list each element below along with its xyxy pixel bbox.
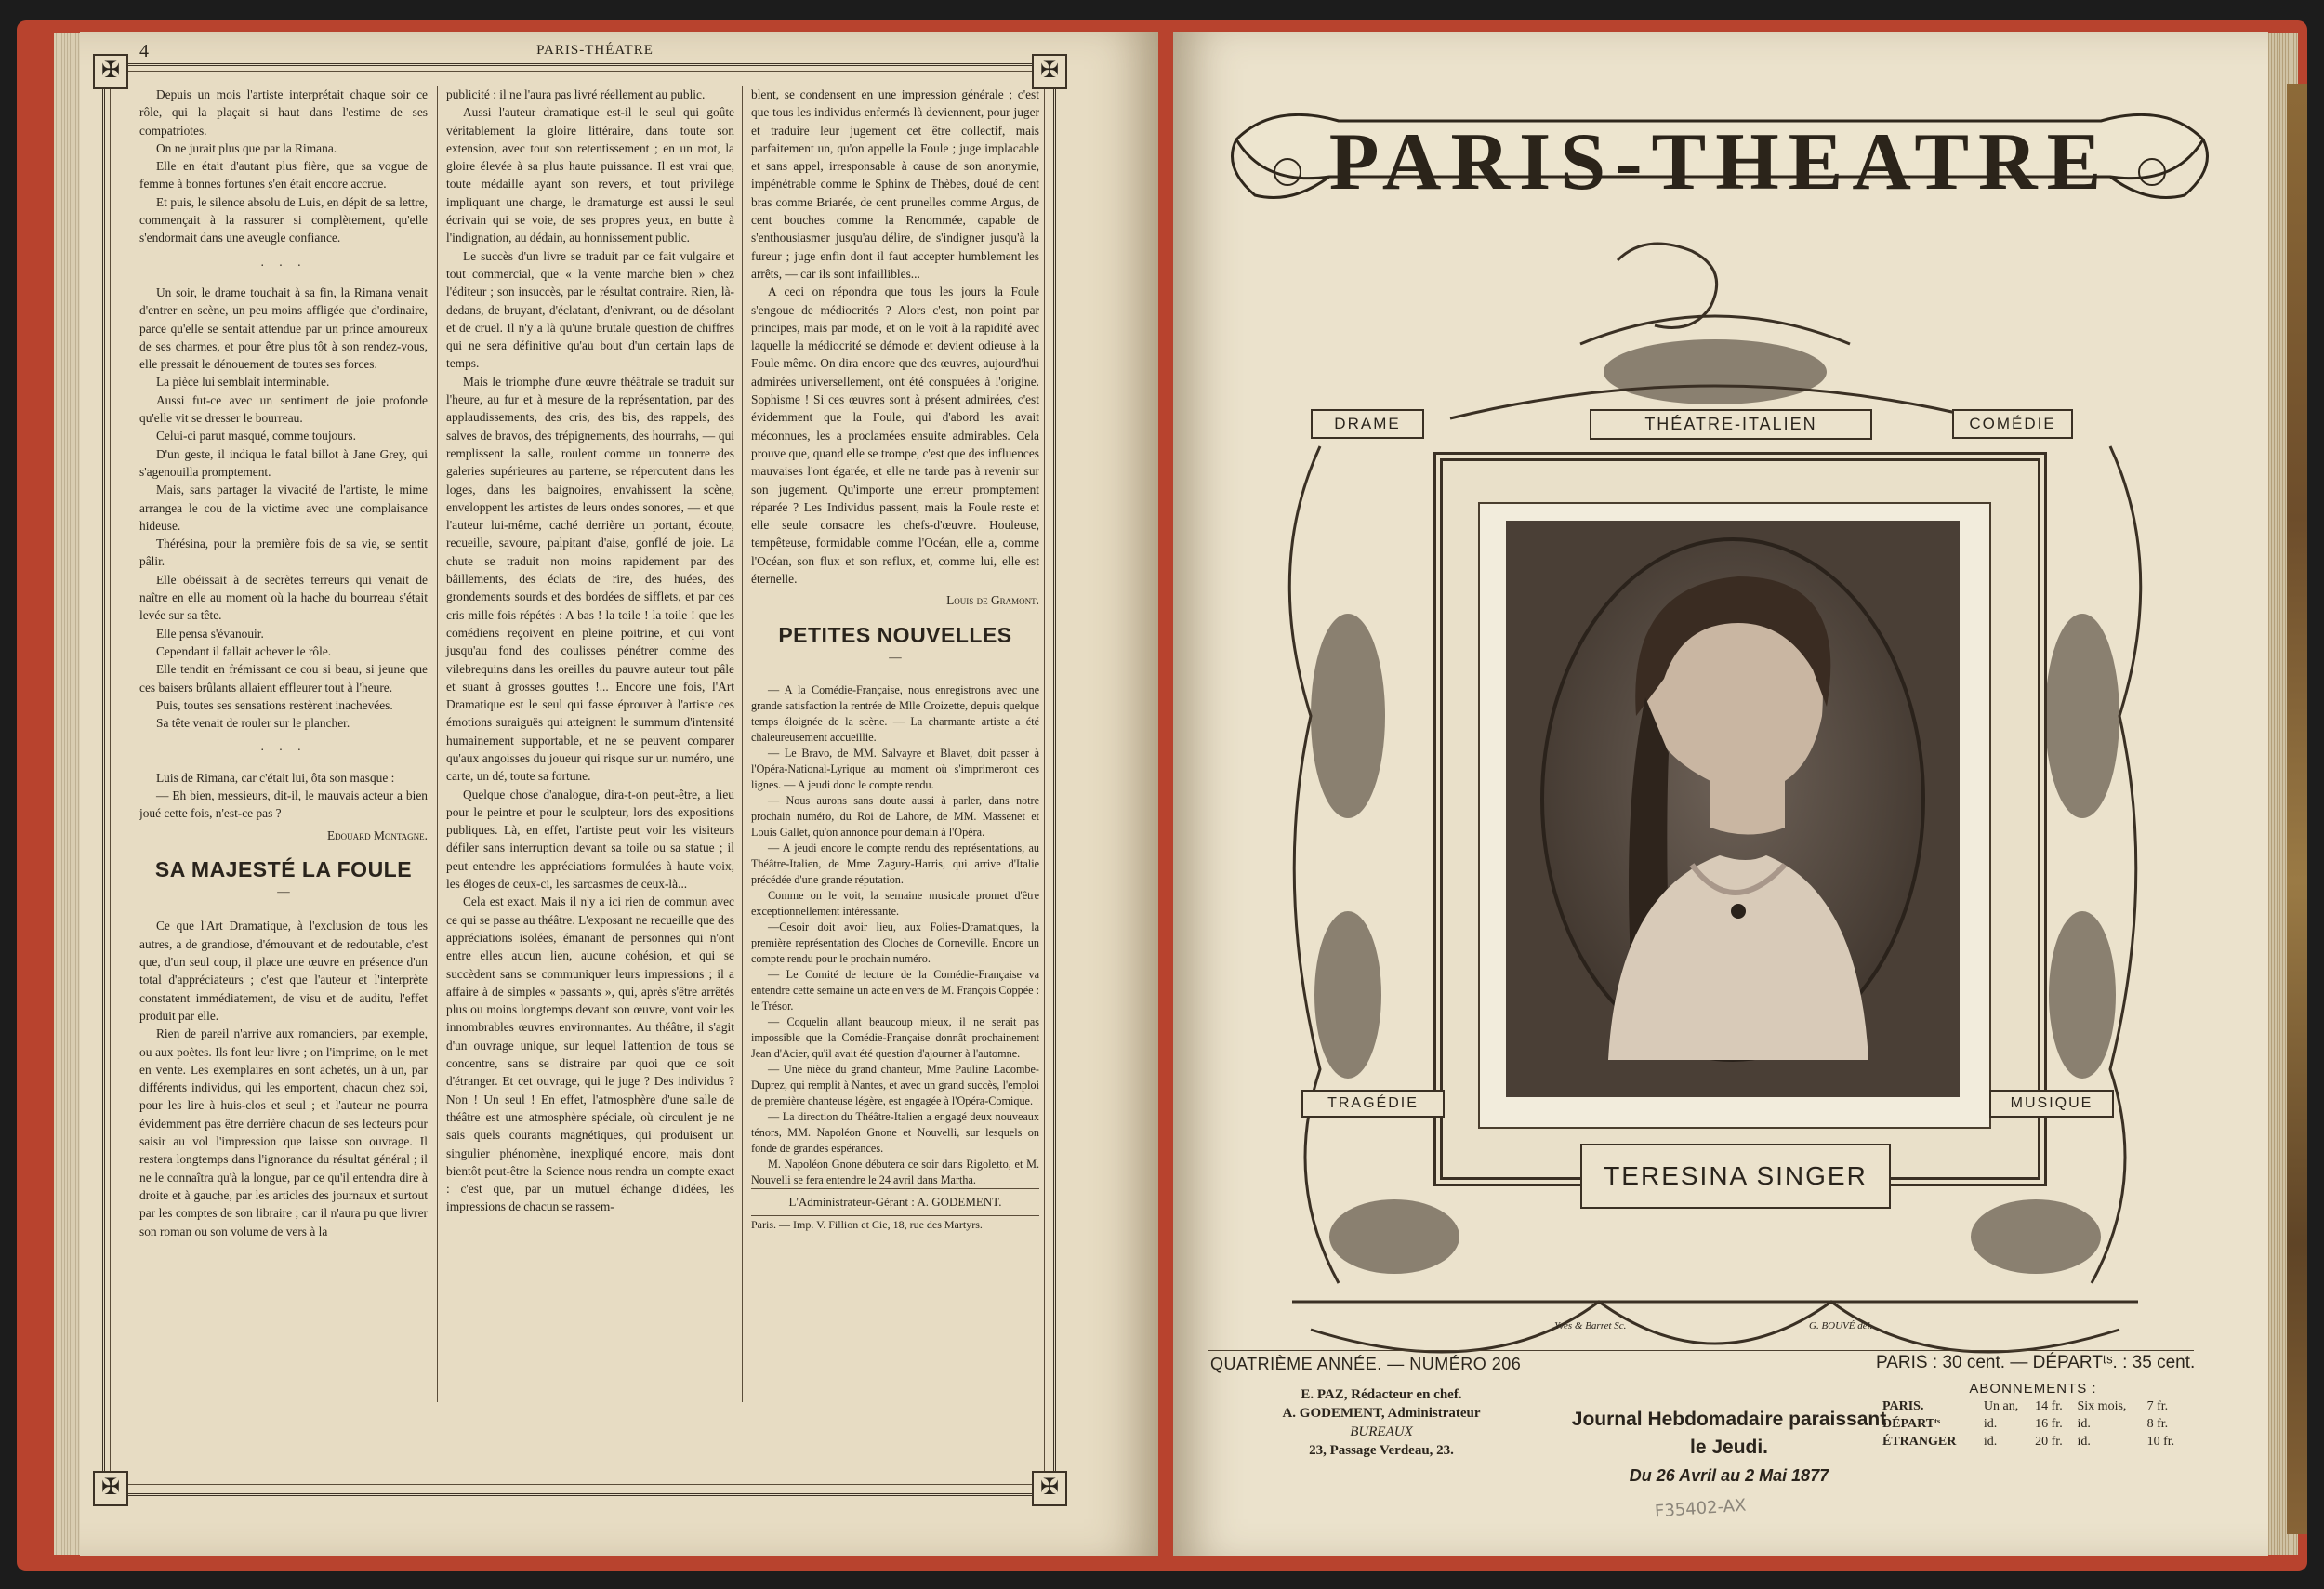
portrait-photo xyxy=(1506,521,1960,1097)
article-column-2 xyxy=(446,86,734,1216)
paragraph: Cela est exact. Mais il n'y a ici rien de commun avec ce qui se passe au théâtre. L'exposant ne recueille que des appréciations isolées, émanant de personnes qui n'ont entre elles aucun lien, aucune cohésion, et qui se succèdent sans se communiquer leurs impressions ; il a affaire à de simples « passants », qui, après s'être arrêtés plus ou moins longtemps devant son œuvre, vont voir les innombrables œuvres environnantes. Au théâtre, il s'agit d'un ouvrage unique, sur lequel l'attention de tous se concentre, sans se distraire par quoi que ce soit d'étranger. Et cet ouvrage, qui le juge ? Des individus ? Non ! Un seul ! En effet, l'atmosphère d'une salle de théâtre est une atmosphère spéciale, où circulent je ne sais quels courants magnétiques, qui produisent un singulier phénomène, inexpliqué encore, mais dont bientôt peut-être la Science nous rendra un compte exact : c'est que, par un mutuel échange d'idées, les impressions de chacun se rassem- xyxy=(446,894,734,1214)
table-row: PARIS. Un an, 14 fr. Six mois, 7 fr. xyxy=(1882,1399,2169,1413)
paragraph: La pièce lui semblait interminable. xyxy=(156,375,330,390)
news-item: — Coquelin allant beaucoup mieux, il ne serait pas impossible que la Comédie-Française donnât prochainement Jean d'Acier, qu'il avait été question d'ajourner à l'automne. xyxy=(751,1015,1039,1061)
news-item: Comme on le voit, la semaine musicale promet d'être exceptionnellement intéressante. xyxy=(751,889,1039,919)
paragraph: Depuis un mois l'artiste interprétait chaque soir ce rôle, qui la plaçait si haut dans l'estime de ses compatriotes. xyxy=(139,87,428,138)
author-signature: Louis de Gramont. xyxy=(946,593,1039,608)
address-line: 23, Passage Verdeau, 23. xyxy=(1309,1443,1454,1458)
news-item: —Cesoir doit avoir lieu, aux Folies-Dramatiques, la première représentation des Cloches de Corneville. Encore un compte rendu pour le prochain numéro. xyxy=(751,920,1039,966)
paragraph: Elle en était d'autant plus fière, que sa vogue de femme à bonnes fortunes s'en était encore accrue. xyxy=(139,159,428,192)
page-stack-left xyxy=(54,33,82,1555)
running-head: PARIS-THÉATRE xyxy=(536,43,654,58)
news-item: — Le Comité de lecture de la Comédie-Française va entendre cette semaine un acte en vers de M. François Coppée : le Trésor. xyxy=(751,968,1039,1013)
label-tragedie: TRAGÉDIE xyxy=(1301,1090,1445,1118)
heading-dash: — xyxy=(889,649,902,664)
news-item: M. Napoléon Gnone débutera ce soir dans Rigoletto, et M. Nouvelli se fera entendre le 24 avril dans Martha. xyxy=(751,1158,1039,1187)
author-signature: Edouard Montagne. xyxy=(326,828,428,842)
engraver-credit: Yves & Barret Sc. xyxy=(1554,1320,1627,1331)
article-column-3 xyxy=(751,86,1039,1234)
table-row: ÉTRANGER id. 20 fr. id. 10 fr. xyxy=(1882,1435,2175,1449)
article-column-1 xyxy=(139,86,428,1240)
portrait-caption: TERESINA SINGER xyxy=(1580,1144,1891,1209)
label-comedie: COMÉDIE xyxy=(1952,409,2073,439)
paragraph: Aussi l'auteur dramatique est-il le seul qui goûte véritablement la gloire littéraire, dans toute son extension, avec tout son retentissement ; en un mot, la gloire élevée à sa plus haute puissance. Il est vrai que, toute médaille ayant son revers, et tout privilège impliquant une charge, le dramaturge est aussi le seul écrivain qui se voie, de ses propres yeux, en butte à l'indignation, au dédain, au honnissement public. xyxy=(446,105,734,245)
column-rule xyxy=(437,86,438,1402)
paragraph: publicité : il ne l'aura pas livré réellement au public. xyxy=(446,87,706,101)
heading-dash: — xyxy=(277,884,290,899)
paragraph: Quelque chose d'analogue, dira-t-on peut-être, a lieu pour le peintre et pour le sculpteur, lors des expositions publiques. Là, en effet, l'artiste peut voir les visiteurs défiler sans interruption devant sa toile ou sa statue ; il peut entendre les appréciations formulées à haute voix, les éloges de ceux-ci, les sarcasmes de ceux-là... xyxy=(446,787,734,892)
paragraph: Thérésina, pour la première fois de sa vie, se sentit pâlir. xyxy=(139,536,428,569)
paragraph: D'un geste, il indiqua le fatal billot à Jane Grey, qui s'agenouilla promptement. xyxy=(139,446,428,479)
corner-ornament-icon: ✠ xyxy=(93,54,128,89)
paragraph: Elle pensa s'évanouir. xyxy=(156,626,264,641)
paragraph: Rien de pareil n'arrive aux romanciers, par exemple, ou aux poètes. Ils font leur livre ; on l'imprime, on le met en vente. Les exemplaires en sont achetés, un à un, par différents individus, qui les emportent, chacun chez soi, pour les lire à huis-clos et seul ; et l'auteur ne pourra évidemment pas être derrière chacun de ses lecteurs pour saisir au vol l'impression que laisse son ouvrage. Il restera longtemps dans l'ignorance du résultat général ; il ne le connaîtra qu'à la longue, par ce qu'il entendra dire à droite et à gauche, par les articles des journaux et surtout par les comptes de son libraire ; car il n'aura pu que livrer son roman ou son volume de vers à la xyxy=(139,1026,428,1238)
footer-rule xyxy=(1208,1350,2194,1351)
news-item: — Nous aurons sans doute aussi à parler, dans notre prochain numéro, du Roi de Lahore, de MM. Massenet et Louis Gallet, qu'on annonce pour demain à l'Opéra. xyxy=(751,794,1039,840)
price-line: PARIS : 30 cent. — DÉPARTᵗˢ. : 35 cent. xyxy=(1876,1353,2196,1372)
paragraph: Puis, toutes ses sensations restèrent inachevées. xyxy=(156,697,393,712)
news-heading: PETITES NOUVELLES xyxy=(778,622,1012,647)
paragraph: Et puis, le silence absolu de Luis, en dépit de sa lettre, commençait à la rassurer si complètement, qu'elle s'endormait dans une aveugle confiance. xyxy=(139,194,428,245)
paragraph: Elle tendit en frémissant ce cou si beau, si jeune que ces baisers brûlants allaient effleurer tout à l'heure. xyxy=(139,662,428,695)
editorial-info xyxy=(1223,1385,1539,1460)
editor-line: E. PAZ, Rédacteur en chef. xyxy=(1301,1387,1462,1402)
paragraph: Sa tête venait de rouler sur le plancher. xyxy=(156,716,350,731)
pencil-shelfmark: F35402-AX xyxy=(1654,1495,1747,1522)
news-item: — Le Bravo, de MM. Salvayre et Blavet, doit passer à l'Opéra-National-Lyrique au moment où s'imprimeront ces lignes. — A jeudi donc le compte rendu. xyxy=(751,747,1039,792)
paragraph: Aussi fut-ce avec un sentiment de joie profonde qu'elle vit se dresser le bourreau. xyxy=(139,392,428,426)
paragraph: blent, se condensent en une impression générale ; c'est que tous les individus enfermés là deviennent, pour juger et traduire leur jugement cet être collectif, mais parfaitement un, qu'on appelle la Foule ; juge implacable et sans appel, irresponsable à cause de son anonymie, impénétrable comme le Sphinx de Thèbes, doué de cent bras comme Briarée, de cent prunelles comme Argus, de cent bouches comme la Renommée, capable de s'enthousiasmer jusqu'au délire, de s'indigner jusqu'à la fureur ; juge enfin dont il faut accepter humblement les arrêts, — car ils sont infaillibles... xyxy=(751,87,1039,281)
news-item: — A la Comédie-Française, nous enregistrons avec une grande satisfaction la rentrée de Mlle Croizette, depuis quelque temps éloignée de la scène. — La charmante artiste a été chaleureusement accueillie. xyxy=(751,683,1039,745)
administrator-line: L'Administrateur-Gérant : A. GODEMENT. xyxy=(751,1188,1039,1215)
paragraph: Un soir, le drame touchait à sa fin, la Rimana venait d'entrer en scène, un peu moins affligée que d'ordinaire, parce qu'elle se sentait attendue par un prince amoureux de ses charmes, et pour être plus tôt à son rendez-vous, elle pressait le dénouement de toutes ses forces. xyxy=(139,285,428,372)
issue-dates: Du 26 Avril au 2 Mai 1877 xyxy=(1629,1466,1829,1485)
paragraph: Ce que l'Art Dramatique, à l'exclusion de tous les autres, a de grandiose, d'émouvant et de redoutable, c'est que, d'un seul coup, il place une œuvre en présence d'un total d'appréciateurs ; c'est que l'auteur et l'interprète constatent immédiatement, de visu et de auditu, l'effet produit par elle. xyxy=(139,919,428,1023)
label-musique: MUSIQUE xyxy=(1989,1090,2114,1118)
bureaux-label: BUREAUX xyxy=(1350,1424,1413,1439)
article-heading: SA MAJESTÉ LA FOULE xyxy=(154,856,413,881)
corner-ornament-icon: ✠ xyxy=(93,1471,128,1506)
section-separator: · · · xyxy=(259,743,308,758)
paragraph: On ne jurait plus que par la Rimana. xyxy=(156,140,337,155)
news-item: — Une nièce du grand chanteur, Mme Pauline Lacombe-Duprez, qui remplit à Nantes, et avec un grand succès, l'emploi de première chanteuse légère, est engagée à l'Opéra-Comique. xyxy=(751,1063,1039,1108)
column-rule xyxy=(742,86,743,1402)
page-number: 4 xyxy=(139,41,150,61)
paragraph: Luis de Rimana, car c'était lui, ôta son masque : xyxy=(156,770,395,785)
masthead-title: PARIS-THEATRE xyxy=(1328,117,2111,207)
paragraph: — Eh bien, messieurs, dit-il, le mauvais acteur a bien joué cette fois, n'est-ce pas ? xyxy=(139,788,428,821)
printer-imprint: Paris. — Imp. V. Fillion et Cie, 18, rue des Martyrs. xyxy=(751,1217,983,1231)
paragraph: Le succès d'un livre se traduit par ce fait vulgaire et tout commercial, que « la vente marche bien » chez l'éditeur ; son insuccès, par le résultat contraire. Rien, là-dedans, de bruyant, d'éclatant, d'enivrant, ou de désolant et de cruel. Il n'y a là qu'une brutale question de chiffres qui ne sera définitive qu'au bout d'un certain laps de temps. xyxy=(446,248,734,371)
section-separator: · · · xyxy=(259,258,308,272)
subscriptions-box xyxy=(1880,1380,2186,1450)
issue-number: QUATRIÈME ANNÉE. — NUMÉRO 206 xyxy=(1210,1355,1522,1373)
paragraph: A ceci on répondra que tous les jours la Foule s'engoue de médiocrités ? Alors c'est, non point par principes, mais par mode, et on le voit à la rapidité avec laquelle la médiocrité se démode et devient odieuse à la Foule même. On dira encore que des œuvres, aujourd'hui admirées universellement, ont été conspuées à l'origine. Sophisme ! Si ces œuvres sont à présent admirées, c'est évidemment que la Foule, qui d'abord les avait méconnues, les a proclamées ensuite admirables. Cela prouve que, quand elle se trompe, c'est que des influences mauvaises l'ont égarée, et elle ne tarde pas à revenir sur son jugement. Qu'importe une erreur promptement réparée ? Les Individus passent, mais la Foule reste et elle seule consacre les chefs-d'œuvre. Houleuse, tempêteuse, formidable comme l'Océan, elle a, comme l'Océan, son flux et son reflux, et, comme lui, elle est éternelle. xyxy=(751,285,1039,587)
marbled-edge xyxy=(2287,84,2307,1534)
paragraph: Mais le triomphe d'une œuvre théâtrale se traduit sur l'heure, au fur et à mesure de la représentation, par des applaudissements, des cris, des bis, des rappels, des salves de bravos, des trépignements, des hourrahs, — qui remplissent la salle, roulent comme un tonnerre des galeries supérieures au parterre, se répercutent dans les loges, dans les baignoires, envahissent la scène, enveloppent les artistes de leurs ondes sonores, — et que l'auteur lui-même, caché derrière un portant, écoute, recueille, savoure, palpitant d'aise, gonflé de joie. La chute se traduit non moins rapidement par des bâillements, des éclats de rire, des huées, des grondements sourds et des bordées de sifflets, et par ces cris mille fois répétés : A bas ! la toile ! la toile ! que les comédiens reçoivent en pleine poitrine, et qui vont jusqu'au fond des coulisses pénétrer comme des vilebrequins dans les oreilles du pauvre auteur tout pâle et suant à grosses gouttes !... Encore une fois, l'Art Dramatique est le seul qui fasse éprouver à l'artiste ces émotions suraiguës qui atteignent le summum d'intensité humainement supportable, et ne se peuvent comparer qu'aux angoisses du joueur qui risque sur un numéro, une carte, un dé, toute sa fortune. xyxy=(446,374,734,784)
publication-frequency: Journal Hebdomadaire paraissant le Jeudi. xyxy=(1571,1409,1887,1458)
corner-ornament-icon: ✠ xyxy=(1032,1471,1067,1506)
label-drame: DRAME xyxy=(1311,409,1424,439)
subscriptions-title: ABONNEMENTS : xyxy=(1969,1381,2097,1397)
news-item: — La direction du Théâtre-Italien a engagé deux nouveaux ténors, MM. Napoléon Gnone et Nouvelli, sur lesquels on fonde de grandes espérances. xyxy=(751,1110,1039,1156)
administrator-line: A. GODEMENT, Administrateur xyxy=(1282,1406,1481,1421)
paragraph: Cependant il fallait achever le rôle. xyxy=(156,643,332,658)
paragraph: Celui-ci parut masqué, comme toujours. xyxy=(156,429,356,444)
subscriptions-table xyxy=(1880,1397,2186,1450)
news-item: — A jeudi encore le compte rendu des représentations, au Théâtre-Italien, de Mme Zagury-Harris, qui arrive d'Italie précédée d'une grande réputation. xyxy=(751,841,1039,887)
journal-info xyxy=(1571,1406,1887,1490)
corner-ornament-icon: ✠ xyxy=(1032,54,1067,89)
artist-credit: G. BOUVÉ del. xyxy=(1809,1320,1873,1331)
label-theatre-italien: THÉATRE-ITALIEN xyxy=(1590,409,1872,440)
table-row: DÉPARTᵗˢ id. 16 fr. id. 8 fr. xyxy=(1882,1417,2169,1431)
paragraph: Elle obéissait à de secrètes terreurs qui venait de naître en elle au moment où la hache du bourreau s'était levée sur sa tête. xyxy=(139,572,428,623)
paragraph: Mais, sans partager la vivacité de l'artiste, le mime arrangea le cou de la victime avec une complaisance hideuse. xyxy=(139,483,428,533)
